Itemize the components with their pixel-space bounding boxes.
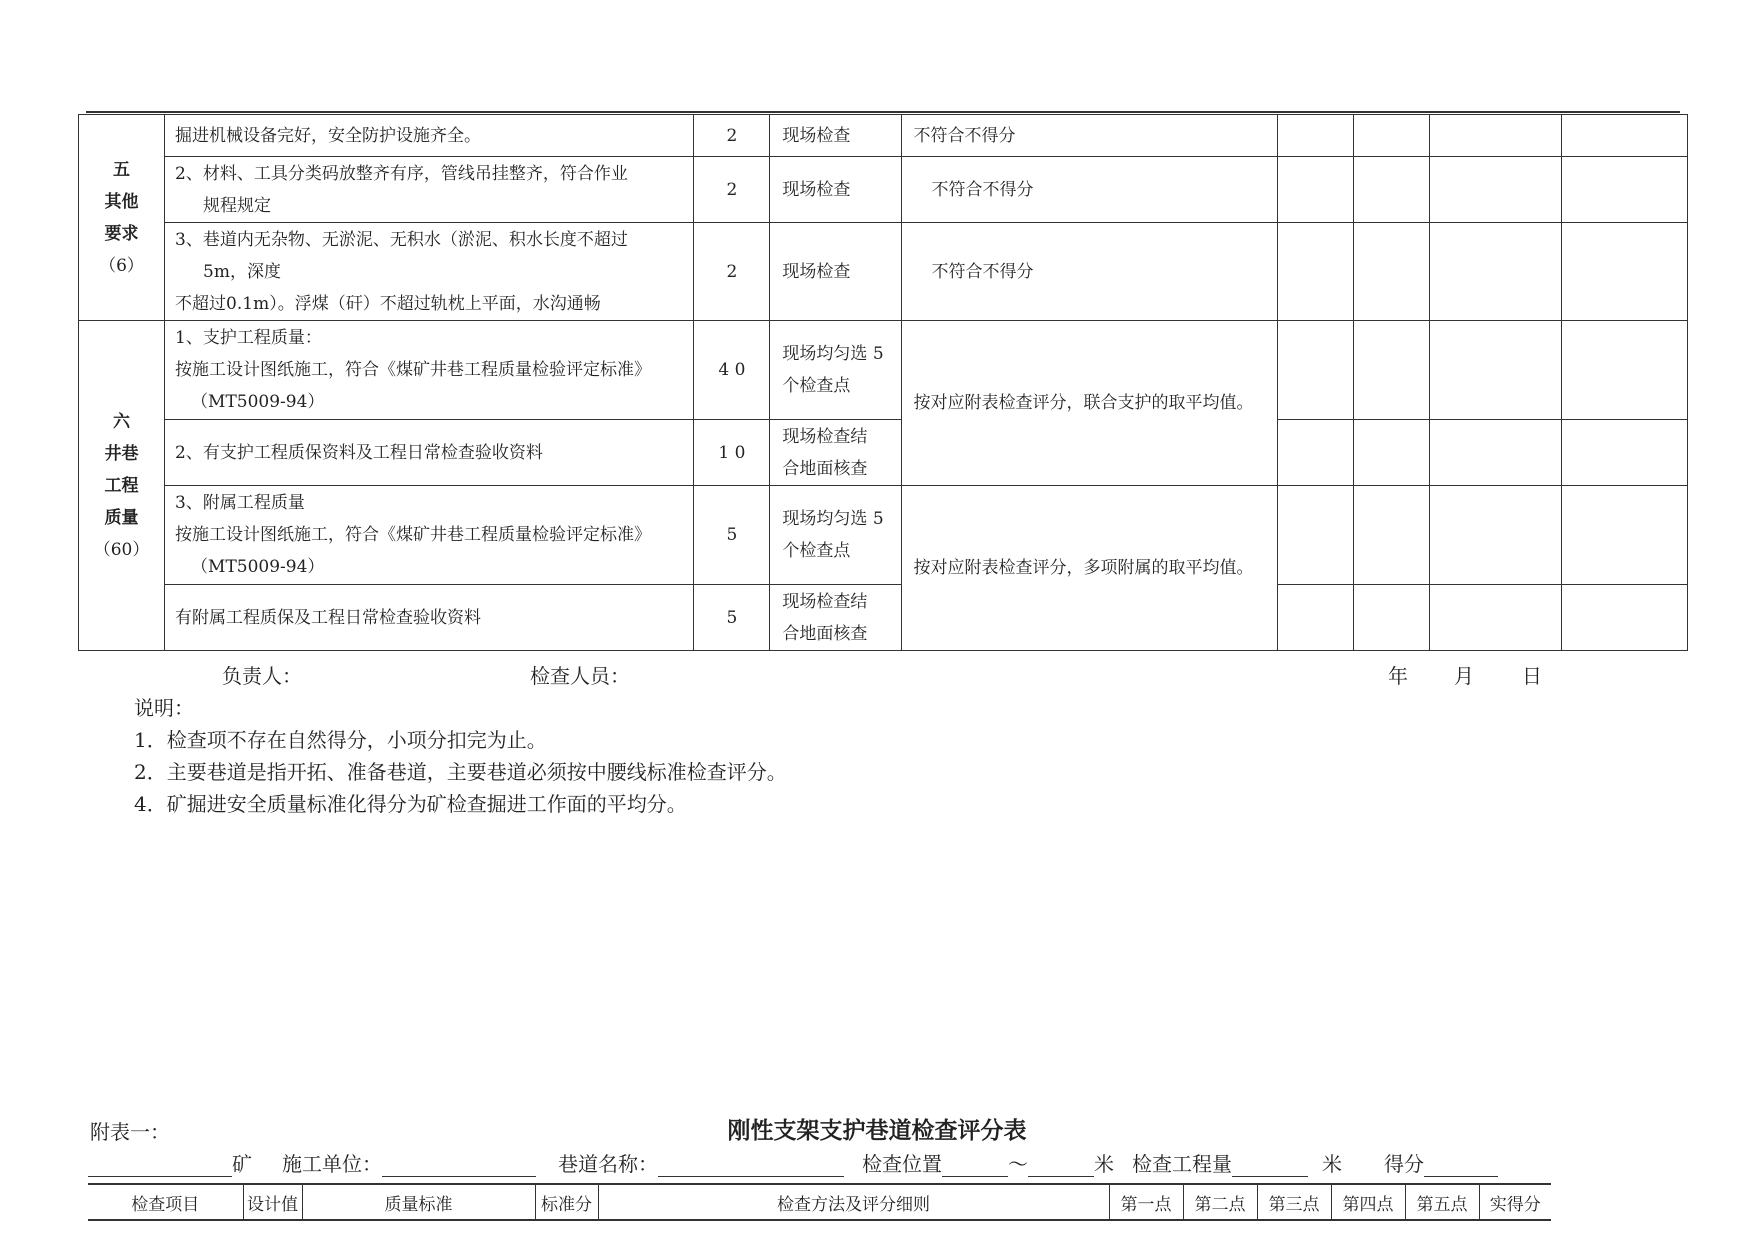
unit-blank[interactable] xyxy=(382,1154,536,1177)
volume-label: 检查工程量 xyxy=(1132,1152,1232,1176)
point-2-cell[interactable] xyxy=(1353,420,1429,486)
standard-text: 2、有支护工程质保资料及工程日常检查验收资料 xyxy=(175,442,543,463)
col-header-point-1: 第一点 xyxy=(1109,1184,1183,1220)
volume-blank[interactable] xyxy=(1232,1154,1308,1177)
point-3-cell[interactable] xyxy=(1429,223,1561,321)
check-method xyxy=(770,585,901,651)
col-header-design: 设计值 xyxy=(243,1184,302,1220)
scoring-detail: 按对应附表检查评分，联合支护的取平均值。 xyxy=(901,321,1277,486)
roadway-blank[interactable] xyxy=(658,1154,844,1177)
standard-text: 2、材料、工具分类码放整齐有序，管线吊挂整齐，符合作业 xyxy=(175,163,628,184)
point-2-cell[interactable] xyxy=(1353,486,1429,585)
table-row xyxy=(79,321,1688,420)
note-item: 4．矿掘进安全质量标准化得分为矿检查掘进工作面的平均分。 xyxy=(134,792,687,816)
standard-score: 2 xyxy=(694,157,770,223)
appendix-header-table xyxy=(88,1183,1551,1221)
section-title-line: 井巷 xyxy=(104,443,139,464)
section-name xyxy=(79,321,165,651)
actual-score-cell[interactable] xyxy=(1561,486,1687,585)
col-header-score: 标准分 xyxy=(535,1184,598,1220)
actual-score-cell[interactable] xyxy=(1561,585,1687,651)
section-number: 六 xyxy=(113,411,131,432)
point-2-cell[interactable] xyxy=(1353,157,1429,223)
check-method-line: 合地面核查 xyxy=(782,458,868,479)
col-header-standard: 质量标准 xyxy=(302,1184,535,1220)
scoring-detail: 不符合不得分 xyxy=(901,157,1277,223)
quality-standard-cell xyxy=(165,486,694,585)
quality-standard-cell xyxy=(165,223,694,321)
section-title-line: 其他 xyxy=(104,191,139,212)
section-title-line: 工程 xyxy=(104,475,139,496)
scoring-detail: 按对应附表检查评分，多项附属的取平均值。 xyxy=(901,486,1277,651)
col-header-point-3: 第三点 xyxy=(1257,1184,1331,1220)
check-method-line: 个检查点 xyxy=(782,541,851,561)
check-method: 现场检查 xyxy=(770,115,901,157)
mine-blank[interactable] xyxy=(88,1154,232,1177)
point-3-cell[interactable] xyxy=(1429,115,1561,157)
check-method-line: 现场均匀选 5 xyxy=(782,344,884,364)
point-3-cell[interactable] xyxy=(1429,585,1561,651)
quality-standard-cell xyxy=(165,321,694,420)
point-1-cell[interactable] xyxy=(1277,223,1353,321)
tilde-symbol: ～ xyxy=(1008,1152,1028,1176)
year-label: 年 xyxy=(1388,664,1408,688)
point-3-cell[interactable] xyxy=(1429,157,1561,223)
actual-score-cell[interactable] xyxy=(1561,420,1687,486)
table-row xyxy=(79,223,1688,321)
meter-unit: 米 xyxy=(1094,1152,1114,1176)
point-1-cell[interactable] xyxy=(1277,115,1353,157)
standard-text: （MT5009-94） xyxy=(191,392,325,412)
top-rule xyxy=(86,111,1680,113)
point-2-cell[interactable] xyxy=(1353,223,1429,321)
quality-standard-cell xyxy=(165,157,694,223)
score-label: 得分 xyxy=(1384,1152,1424,1176)
standard-text: （MT5009-94） xyxy=(191,557,325,577)
position-label: 检查位置 xyxy=(862,1152,942,1176)
appendix-label: 附表一： xyxy=(90,1120,170,1144)
standard-text: 1、支护工程质量： xyxy=(175,328,322,348)
col-header-item: 检查项目 xyxy=(88,1184,243,1220)
check-method xyxy=(770,420,901,486)
check-method: 现场检查 xyxy=(770,223,901,321)
table-row xyxy=(79,115,1688,157)
score-blank[interactable] xyxy=(1424,1154,1498,1177)
check-method xyxy=(770,486,901,585)
section-title-line: 要求 xyxy=(104,223,139,244)
day-label: 日 xyxy=(1522,664,1542,688)
check-method-line: 个检查点 xyxy=(782,376,851,396)
notes-heading: 说明： xyxy=(134,696,194,720)
check-method-line: 现场检查结 xyxy=(782,426,868,447)
standard-text: 按施工设计图纸施工，符合《煤矿井巷工程质量检验评定标准》 xyxy=(175,525,652,545)
col-header-point-5: 第五点 xyxy=(1405,1184,1479,1220)
table-row xyxy=(79,585,1688,651)
standard-text: 按施工设计图纸施工，符合《煤矿井巷工程质量检验评定标准》 xyxy=(175,360,652,380)
point-3-cell[interactable] xyxy=(1429,321,1561,420)
standard-text: 3、巷道内无杂物、无淤泥、无积水（淤泥、积水长度不超过 xyxy=(175,229,628,250)
col-header-point-4: 第四点 xyxy=(1331,1184,1405,1220)
standard-text: 规程规定 xyxy=(203,195,272,216)
section-score: （60） xyxy=(93,539,150,560)
standard-score: 5 xyxy=(694,585,770,651)
check-method xyxy=(770,321,901,420)
point-3-cell[interactable] xyxy=(1429,486,1561,585)
point-2-cell[interactable] xyxy=(1353,585,1429,651)
point-2-cell[interactable] xyxy=(1353,115,1429,157)
quality-standard-cell xyxy=(165,585,694,651)
standard-score: 1 0 xyxy=(694,420,770,486)
check-method: 现场检查 xyxy=(770,157,901,223)
check-method-line: 合地面核查 xyxy=(782,623,868,644)
standard-text: 5m，深度 xyxy=(203,261,281,282)
col-header-point-2: 第二点 xyxy=(1183,1184,1257,1220)
actual-score-cell[interactable] xyxy=(1561,321,1687,420)
section-title-line: 质量 xyxy=(104,507,139,528)
standard-text: 不超过0.1m）。浮煤（矸）不超过轨枕上平面，水沟通畅 xyxy=(175,293,601,314)
standard-score: 4 0 xyxy=(694,321,770,420)
point-3-cell[interactable] xyxy=(1429,420,1561,486)
col-header-actual: 实得分 xyxy=(1479,1184,1551,1220)
appendix-title: 刚性支架支护巷道检查评分表 xyxy=(727,1118,1027,1144)
meter-unit: 米 xyxy=(1322,1152,1342,1176)
point-1-cell[interactable] xyxy=(1277,420,1353,486)
table-row xyxy=(79,420,1688,486)
col-header-method: 检查方法及评分细则 xyxy=(598,1184,1109,1220)
mine-label: 矿 xyxy=(232,1152,252,1176)
standard-text: 有附属工程质保及工程日常检查验收资料 xyxy=(175,607,482,628)
point-1-cell[interactable] xyxy=(1277,585,1353,651)
quality-standard-cell xyxy=(165,115,694,157)
responsible-label: 负责人： xyxy=(222,664,302,688)
section-score: （6） xyxy=(99,255,144,276)
note-item: 1．检查项不存在自然得分，小项分扣完为止。 xyxy=(134,728,547,752)
standard-score: 5 xyxy=(694,486,770,585)
position-from-blank[interactable] xyxy=(942,1154,1008,1177)
score-table xyxy=(78,114,1688,651)
standard-score: 2 xyxy=(694,223,770,321)
point-1-cell[interactable] xyxy=(1277,157,1353,223)
section-name xyxy=(79,115,165,321)
quality-standard-cell xyxy=(165,420,694,486)
scoring-detail: 不符合不得分 xyxy=(901,115,1277,157)
table-row xyxy=(79,486,1688,585)
table-row xyxy=(79,157,1688,223)
month-label: 月 xyxy=(1454,664,1474,688)
standard-score: 2 xyxy=(694,115,770,157)
standard-text: 掘进机械设备完好，安全防护设施齐全。 xyxy=(175,125,482,146)
scoring-detail: 不符合不得分 xyxy=(901,223,1277,321)
check-method-line: 现场均匀选 5 xyxy=(782,509,884,529)
note-item: 2．主要巷道是指开拓、准备巷道，主要巷道必须按中腰线标准检查评分。 xyxy=(134,760,787,784)
inspector-label: 检查人员： xyxy=(530,664,630,688)
roadway-label: 巷道名称： xyxy=(558,1152,658,1176)
point-1-cell[interactable] xyxy=(1277,486,1353,585)
check-method-line: 现场检查结 xyxy=(782,591,868,612)
position-to-blank[interactable] xyxy=(1028,1154,1094,1177)
actual-score-cell[interactable] xyxy=(1561,157,1687,223)
point-2-cell[interactable] xyxy=(1353,321,1429,420)
section-number: 五 xyxy=(113,159,131,180)
actual-score-cell[interactable] xyxy=(1561,223,1687,321)
actual-score-cell[interactable] xyxy=(1561,115,1687,157)
standard-text: 3、附属工程质量 xyxy=(175,493,305,513)
point-1-cell[interactable] xyxy=(1277,321,1353,420)
unit-label: 施工单位： xyxy=(282,1152,382,1176)
appendix-info-line xyxy=(88,1148,1498,1177)
